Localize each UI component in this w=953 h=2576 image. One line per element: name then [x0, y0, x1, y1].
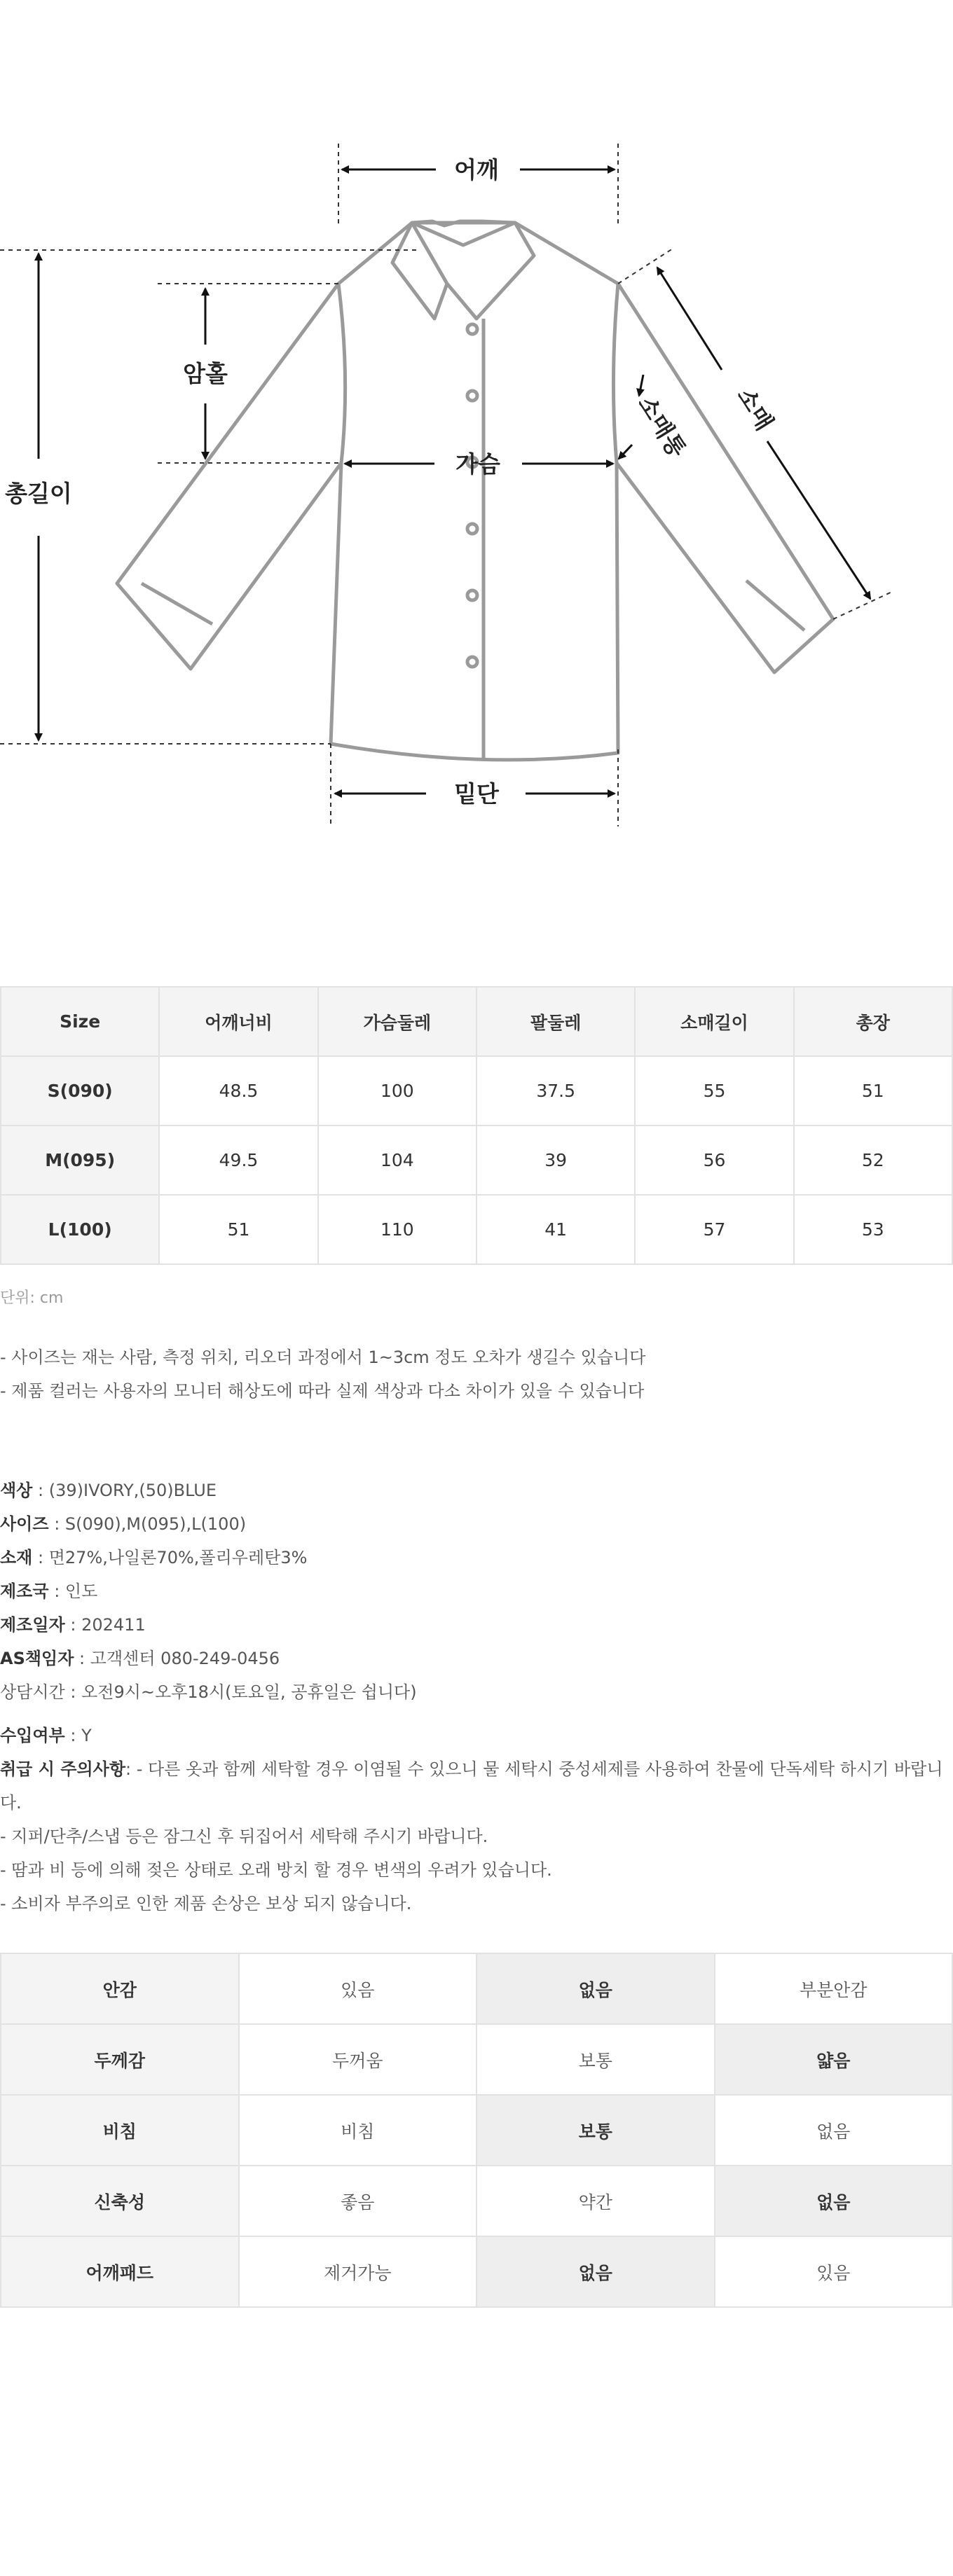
table-row	[1, 1953, 952, 2024]
info-size	[0, 1507, 953, 1541]
feature-name-cell: 신축성	[1, 2166, 239, 2236]
info-import	[0, 1719, 953, 1752]
note-line: - 사이즈는 재는 사람, 측정 위치, 리오더 과정에서 1~3cm 정도 오차가 생길수 있습니다	[0, 1348, 646, 1367]
unit-note: 단위: cm	[0, 1289, 64, 1307]
shirt-outline	[117, 221, 833, 760]
table-row	[1, 2166, 952, 2236]
sleeve-label: 소매	[732, 382, 779, 436]
size-table-header-cell: Size	[1, 987, 159, 1056]
feature-name-cell: 두께감	[1, 2024, 239, 2095]
table-cell: 37.5	[476, 1056, 635, 1126]
info-value: : 202411	[64, 1615, 146, 1635]
shoulder-label: 어깨	[454, 156, 499, 183]
note-line: - 제품 컬러는 사용자의 모니터 해상도에 따라 실제 색상과 다소 차이가 있을 수 있습니다	[0, 1381, 645, 1401]
hem-label: 밑단	[454, 780, 499, 808]
feature-option-selected: 얇음	[715, 2024, 953, 2095]
feature-option: 제거가능	[239, 2236, 477, 2307]
feature-option-selected: 보통	[476, 2095, 715, 2166]
total-length-label: 총길이	[5, 480, 72, 507]
size-table-header-cell: 가슴둘레	[318, 987, 476, 1056]
info-value: : 고객센터 080-249-0456	[74, 1649, 280, 1668]
info-key: 제조일자	[0, 1615, 65, 1635]
feature-name-cell: 안감	[1, 1953, 239, 2024]
feature-option-selected: 없음	[715, 2166, 953, 2236]
size-name-cell: M(095)	[1, 1126, 159, 1195]
info-value: : S(090),M(095),L(100)	[48, 1514, 247, 1534]
info-color	[0, 1474, 953, 1507]
table-row	[1, 1195, 952, 1264]
info-hours: 상담시간 : 오전9시~오후18시(토요일, 공휴일은 쉽니다)	[0, 1682, 417, 1702]
table-row	[1, 2236, 952, 2307]
size-table-header	[1, 987, 952, 1056]
size-table	[0, 986, 953, 1265]
table-cell: 53	[794, 1195, 952, 1264]
info-value: : Y	[64, 1726, 92, 1745]
shirt-measurement-diagram	[0, 105, 953, 840]
table-row	[1, 1126, 952, 1195]
info-value: : 인도	[48, 1581, 98, 1601]
table-cell: 39	[476, 1126, 635, 1195]
armhole-label: 암홀	[183, 360, 228, 387]
table-row	[1, 1056, 952, 1126]
table-cell: 41	[476, 1195, 635, 1264]
table-cell: 48.5	[159, 1056, 317, 1126]
info-date	[0, 1608, 953, 1642]
table-cell: 51	[159, 1195, 317, 1264]
size-name-cell: S(090)	[1, 1056, 159, 1126]
table-cell: 52	[794, 1126, 952, 1195]
size-name-cell: L(100)	[1, 1195, 159, 1264]
table-cell: 55	[635, 1056, 793, 1126]
fabric-feature-table	[0, 1953, 953, 2308]
feature-option: 있음	[239, 1953, 477, 2024]
table-row	[1, 2024, 952, 2095]
table-cell: 110	[318, 1195, 476, 1264]
feature-option: 없음	[715, 2095, 953, 2166]
size-table-header-cell: 어깨너비	[159, 987, 317, 1056]
feature-name-cell: 비침	[1, 2095, 239, 2166]
product-info	[0, 1474, 953, 1920]
feature-option-selected: 없음	[476, 2236, 715, 2307]
info-care-line: - 지퍼/단추/스냅 등은 잠그신 후 뒤집어서 세탁해 주시기 바랍니다.	[0, 1827, 488, 1846]
info-key: AS책임자	[0, 1649, 74, 1668]
info-key: 사이즈	[0, 1514, 49, 1534]
feature-option: 있음	[715, 2236, 953, 2307]
info-key: 소재	[0, 1548, 33, 1567]
size-table-header-cell: 팔둘레	[476, 987, 635, 1056]
table-cell: 57	[635, 1195, 793, 1264]
size-table-header-cell: 소매길이	[635, 987, 793, 1056]
feature-option: 좋음	[239, 2166, 477, 2236]
size-notes	[0, 1341, 645, 1408]
info-care-line: - 소비자 부주의로 인한 제품 손상은 보상 되지 않습니다.	[0, 1894, 412, 1913]
info-value: : (39)IVORY,(50)BLUE	[32, 1481, 217, 1500]
info-origin	[0, 1574, 953, 1608]
feature-option: 비침	[239, 2095, 477, 2166]
feature-option-selected: 없음	[476, 1953, 715, 2024]
table-cell: 104	[318, 1126, 476, 1195]
feature-option: 보통	[476, 2024, 715, 2095]
info-material	[0, 1541, 953, 1574]
feature-name-cell: 어깨패드	[1, 2236, 239, 2307]
feature-option: 약간	[476, 2166, 715, 2236]
table-cell: 51	[794, 1056, 952, 1126]
size-table-header-cell: 총장	[794, 987, 952, 1056]
info-key: 수입여부	[0, 1726, 65, 1745]
info-as	[0, 1642, 953, 1675]
info-care	[0, 1752, 953, 1820]
sleeve-width-label: 소매통	[632, 391, 692, 462]
info-care-line: - 땀과 비 등에 의해 젖은 상태로 오래 방치 할 경우 변색의 우려가 있습니다.	[0, 1860, 552, 1880]
feature-option: 두꺼움	[239, 2024, 477, 2095]
feature-option: 부분안감	[715, 1953, 953, 2024]
info-key: 색상	[0, 1481, 33, 1500]
table-row	[1, 2095, 952, 2166]
info-value: : 면27%,나일론70%,폴리우레탄3%	[32, 1548, 308, 1567]
info-key: 취급 시 주의사항	[0, 1759, 125, 1779]
info-key: 제조국	[0, 1581, 49, 1601]
table-cell: 100	[318, 1056, 476, 1126]
info-value: : - 다른 옷과 함께 세탁할 경우 이염될 수 있으니 물 세탁시 중성세제를 사용하여 찬물에 단독세탁 하시기 바랍니다.	[0, 1759, 943, 1813]
chest-label: 가슴	[455, 450, 500, 478]
measurement-guides	[0, 144, 893, 826]
table-cell: 56	[635, 1126, 793, 1195]
table-cell: 49.5	[159, 1126, 317, 1195]
